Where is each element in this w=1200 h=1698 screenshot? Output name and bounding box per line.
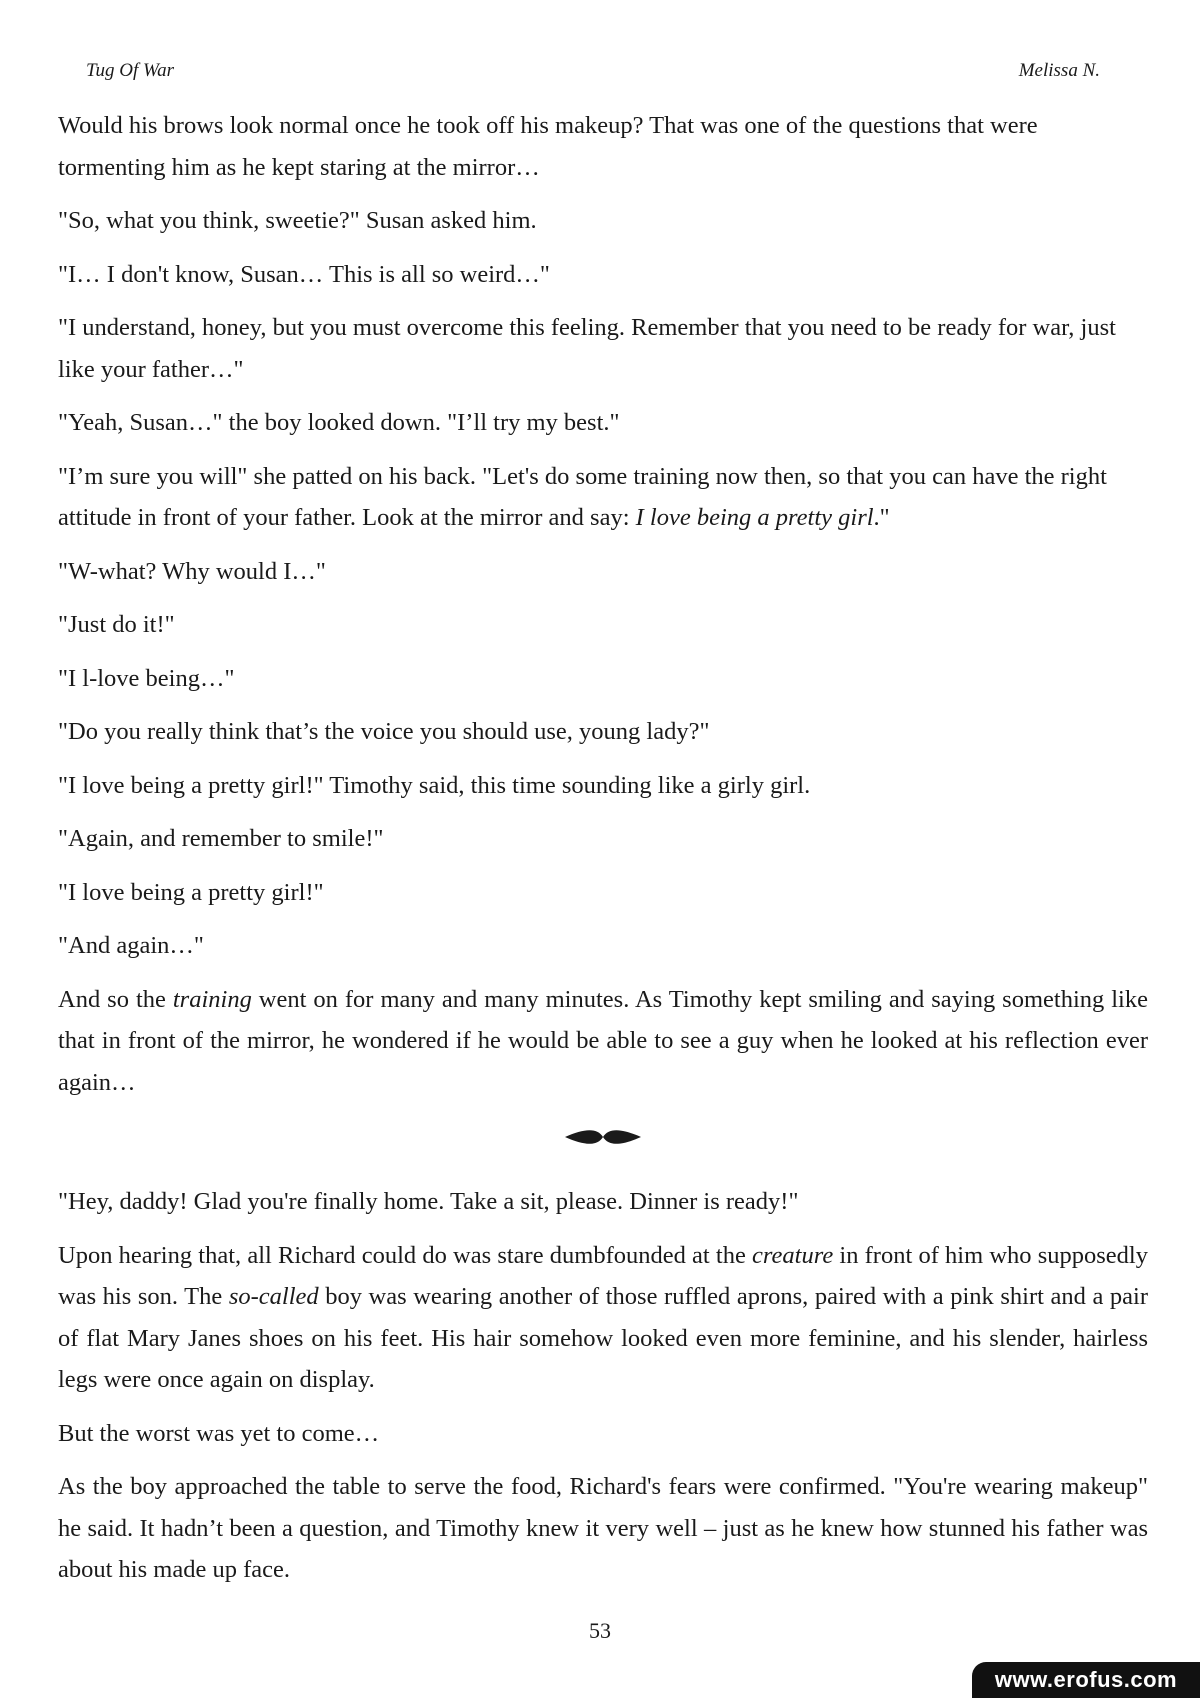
paragraph: "Again, and remember to smile!" xyxy=(58,825,384,852)
text-run: "I’m sure you will" she patted on his back. "Let's do some training now then, so that you can have the right attitude in front of your father. Look at the mirror and say: xyxy=(58,462,1107,531)
italic-run: I love being a pretty girl xyxy=(635,504,874,531)
text-run: went on for many and many minutes. As Timothy kept smiling and saying something like that in front of the mirror, he wondered if he would be able to see a guy when he looked at his reflection ever again… xyxy=(58,985,1148,1096)
page-number: 53 xyxy=(589,1618,611,1643)
paragraph: "So, what you think, sweetie?" Susan asked him. xyxy=(58,207,537,234)
paragraph: "And again…" xyxy=(58,932,204,959)
running-header xyxy=(86,60,1100,90)
author-name: Melissa N. xyxy=(1018,60,1100,81)
scene-break xyxy=(58,1115,1148,1175)
paragraph xyxy=(58,456,1148,539)
paragraph: "I l-love being…" xyxy=(58,664,235,692)
paragraph: But the worst was yet to come… xyxy=(58,1419,380,1447)
text-run: boy was wearing another of those ruffled aprons, paired with a pink shirt and a pair of flat Mary Janes shoes on his feet. His hair somehow looked even more feminine, and his slender, hairless legs were once again on display. xyxy=(58,1283,1149,1393)
book-title: Tug Of War xyxy=(86,60,174,81)
italic-run: training xyxy=(172,985,252,1013)
text-run: ." xyxy=(873,504,890,531)
italic-run: creature xyxy=(752,1241,834,1269)
paragraph: "I love being a pretty girl!" Timothy said, this time sounding like a girly girl. xyxy=(58,771,811,799)
paragraph: "Hey, daddy! Glad you're finally home. Take a sit, please. Dinner is ready!" xyxy=(58,1188,799,1215)
paragraph: "I understand, honey, but you must overcome this feeling. Remember that you need to be ready for war, just like your father…" xyxy=(58,314,1116,383)
italic-run: so-called xyxy=(228,1283,319,1310)
paragraph: "Yeah, Susan…" the boy looked down. "I’ll try my best." xyxy=(58,409,620,436)
text-run: in front of him who supposedly was his son. The xyxy=(58,1241,1148,1310)
paragraph: "W-what? Why would I…" xyxy=(58,557,326,585)
paragraph: "I love being a pretty girl!" xyxy=(58,878,324,906)
paragraph: "Do you really think that’s the voice you should use, young lady?" xyxy=(58,718,710,745)
text-run: Upon hearing that, all Richard could do was stare dumbfounded at the xyxy=(58,1241,753,1269)
paragraph xyxy=(58,979,1148,1104)
text-run: And so the xyxy=(58,985,173,1013)
paragraph xyxy=(58,1235,1148,1401)
site-watermark: www.erofus.com xyxy=(972,1662,1200,1698)
scene-break-ornament-icon xyxy=(563,1125,643,1149)
paragraph: Would his brows look normal once he took off his makeup? That was one of the questions that were tormenting him as he kept staring at the mirror… xyxy=(58,112,1038,181)
paragraph: As the boy approached the table to serve the food, Richard's fears were confirmed. "You're wearing makeup" he said. It hadn’t been a question, and Timothy knew it very well – just as he knew how stunned his father was about his made up face. xyxy=(58,1473,1148,1583)
paragraph: "I… I don't know, Susan… This is all so weird…" xyxy=(58,260,550,288)
paragraph: "Just do it!" xyxy=(58,611,175,638)
body-text xyxy=(58,105,1148,1603)
